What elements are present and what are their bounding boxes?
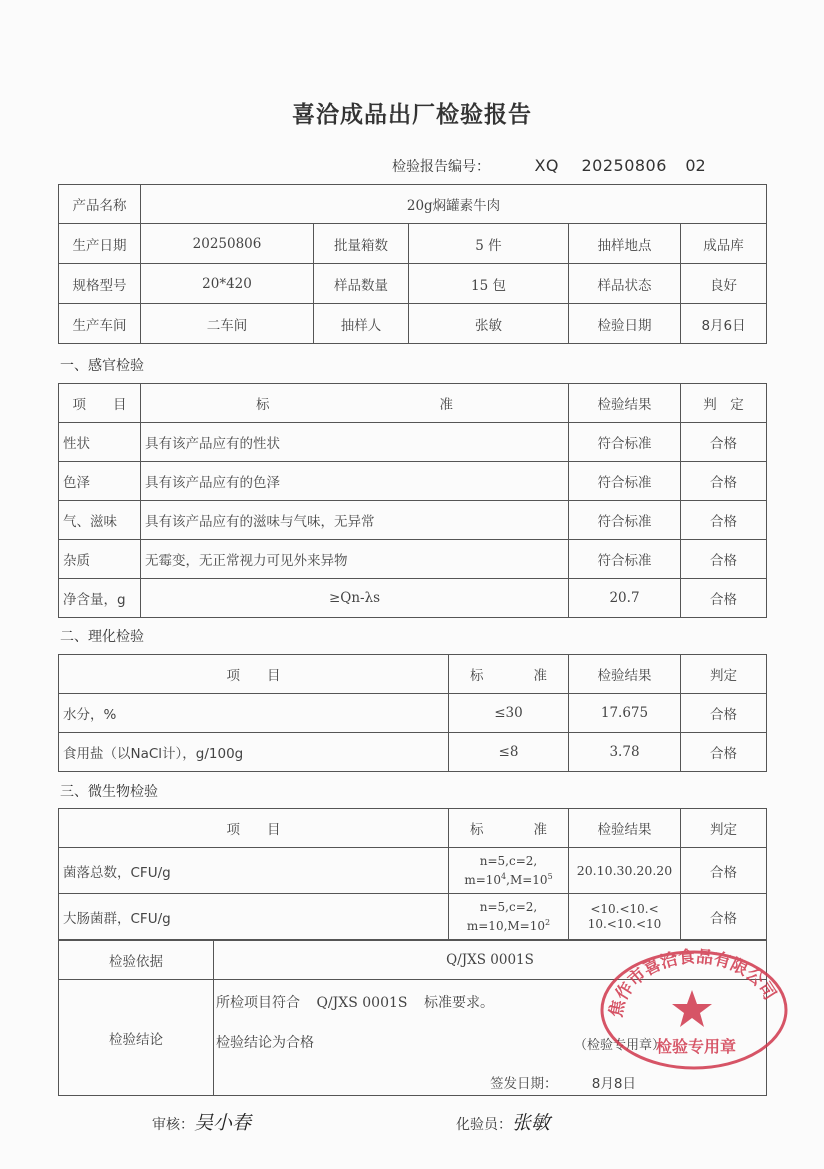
report-number [392, 156, 706, 176]
report-number-seq: 02 [685, 156, 706, 175]
sample-quantity-value: 15 包 [409, 264, 569, 304]
spec-label: 规格型号 [59, 264, 141, 304]
table-row-item: 大肠菌群，CFU/g [59, 894, 449, 940]
sampler-value: 张敏 [409, 304, 569, 344]
product-name-label: 产品名称 [59, 185, 141, 224]
table-row-item: 菌落总数，CFU/g [59, 848, 449, 894]
table-row-result: <10.<10.< 10.<10.<10 [569, 894, 681, 940]
table-row-item: 净含量，g [59, 579, 141, 618]
inspector-name: 张敏 [512, 1112, 551, 1134]
sampler-label: 抽样人 [314, 304, 409, 344]
table-row-standard: 具有该产品应有的滋味与气味，无异常 [141, 501, 569, 540]
physchem-table [58, 654, 767, 772]
workshop-label: 生产车间 [59, 304, 141, 344]
seal-star-icon [672, 990, 712, 1027]
table-row-item: 色泽 [59, 462, 141, 501]
conclusion-line-2: 检验结论为合格 [216, 1035, 314, 1051]
inspection-date-value: 8月6日 [681, 304, 767, 344]
table-row-result: 20.7 [569, 579, 681, 618]
table-row-standard: ≥Qn-λs [141, 579, 569, 618]
table-row-result: 符合标准 [569, 540, 681, 579]
company-seal-stamp [596, 938, 792, 1070]
product-info-table [58, 184, 767, 344]
table-row-judge: 合格 [681, 694, 767, 733]
sensory-col-item: 项 目 [59, 384, 141, 423]
table-row-judge: 合格 [681, 501, 767, 540]
sample-state-value: 良好 [681, 264, 767, 304]
physchem-heading: 二、理化检验 [60, 629, 144, 645]
table-row-standard: ≤30 [449, 694, 569, 733]
table-row-standard: ≤8 [449, 733, 569, 772]
table-row-item: 食用盐（以NaCl计），g/100g [59, 733, 449, 772]
inspector-signature [456, 1108, 550, 1135]
batch-quantity-label: 批量箱数 [314, 224, 409, 264]
conclusion-line-1: 所检项目符合 Q/JXS 0001S 标准要求。 [216, 995, 494, 1011]
sensory-col-standard: 标 准 [141, 384, 569, 423]
batch-quantity-value: 5 件 [409, 224, 569, 264]
table-row-judge: 合格 [681, 733, 767, 772]
sample-quantity-label: 样品数量 [314, 264, 409, 304]
conclusion-label: 检验结论 [59, 980, 214, 1096]
table-row-item: 气、滋味 [59, 501, 141, 540]
micro-col-judge: 判定 [681, 809, 767, 848]
table-row-judge: 合格 [681, 579, 767, 618]
product-name-value: 20g焖罐素牛肉 [141, 185, 767, 224]
table-row-standard: 具有该产品应有的性状 [141, 423, 569, 462]
sample-place-value: 成品库 [681, 224, 767, 264]
report-title: 喜洽成品出厂检验报告 [292, 102, 532, 128]
physchem-col-result: 检验结果 [569, 655, 681, 694]
micro-col-item: 项 目 [59, 809, 449, 848]
table-row-judge: 合格 [681, 848, 767, 894]
table-row-result: 符合标准 [569, 462, 681, 501]
reviewer-label: 审核： [152, 1117, 194, 1133]
seal-org-text: 焦作市喜洽食品有限公司 [606, 947, 780, 1020]
report-number-label: 检验报告编号： [392, 159, 490, 175]
micro-heading: 三、微生物检验 [60, 784, 158, 800]
production-date-value: 20250806 [141, 224, 314, 264]
reviewer-name: 吴小春 [194, 1112, 252, 1134]
seal-center-text: 检验专用章 [655, 1037, 737, 1056]
sensory-col-judge: 判 定 [681, 384, 767, 423]
sensory-heading: 一、感官检验 [60, 358, 144, 374]
stamp-note: （检验专用章） [574, 1038, 666, 1053]
table-row-standard: 无霉变，无正常视力可见外来异物 [141, 540, 569, 579]
sensory-col-result: 检验结果 [569, 384, 681, 423]
issue-date: 签发日期： 8月8日 [490, 1076, 636, 1092]
report-number-value: 20250806 [581, 156, 667, 175]
table-row-standard: n=5,c=2, $m=10,M=10^2$ [449, 894, 569, 940]
table-row-judge: 合格 [681, 462, 767, 501]
physchem-col-standard: 标 准 [449, 655, 569, 694]
table-row-standard: 具有该产品应有的色泽 [141, 462, 569, 501]
inspector-label: 化验员： [456, 1117, 512, 1133]
table-row-result: 3.78 [569, 733, 681, 772]
table-row-result: 17.675 [569, 694, 681, 733]
reviewer-signature [152, 1108, 251, 1135]
basis-label: 检验依据 [59, 941, 214, 980]
table-row-result: 20.10.30.20.20 [569, 848, 681, 894]
report-number-prefix: XQ [534, 156, 560, 175]
table-row-standard: n=5,c=2, $m=10^4,M=10^5$ [449, 848, 569, 894]
table-row-item: 杂质 [59, 540, 141, 579]
production-date-label: 生产日期 [59, 224, 141, 264]
table-row-judge: 合格 [681, 894, 767, 940]
spec-value: 20*420 [141, 264, 314, 304]
sample-state-label: 样品状态 [569, 264, 681, 304]
physchem-col-judge: 判定 [681, 655, 767, 694]
table-row-judge: 合格 [681, 540, 767, 579]
basis-value: Q/JXS 0001S [214, 941, 767, 980]
table-row-result: 符合标准 [569, 501, 681, 540]
table-row-judge: 合格 [681, 423, 767, 462]
sample-place-label: 抽样地点 [569, 224, 681, 264]
sensory-table [58, 383, 767, 618]
inspection-date-label: 检验日期 [569, 304, 681, 344]
table-row-item: 水分，% [59, 694, 449, 733]
micro-col-standard: 标 准 [449, 809, 569, 848]
table-row-item: 性状 [59, 423, 141, 462]
micro-col-result: 检验结果 [569, 809, 681, 848]
table-row-result: 符合标准 [569, 423, 681, 462]
micro-table [58, 808, 767, 940]
physchem-col-item: 项 目 [59, 655, 449, 694]
workshop-value: 二车间 [141, 304, 314, 344]
